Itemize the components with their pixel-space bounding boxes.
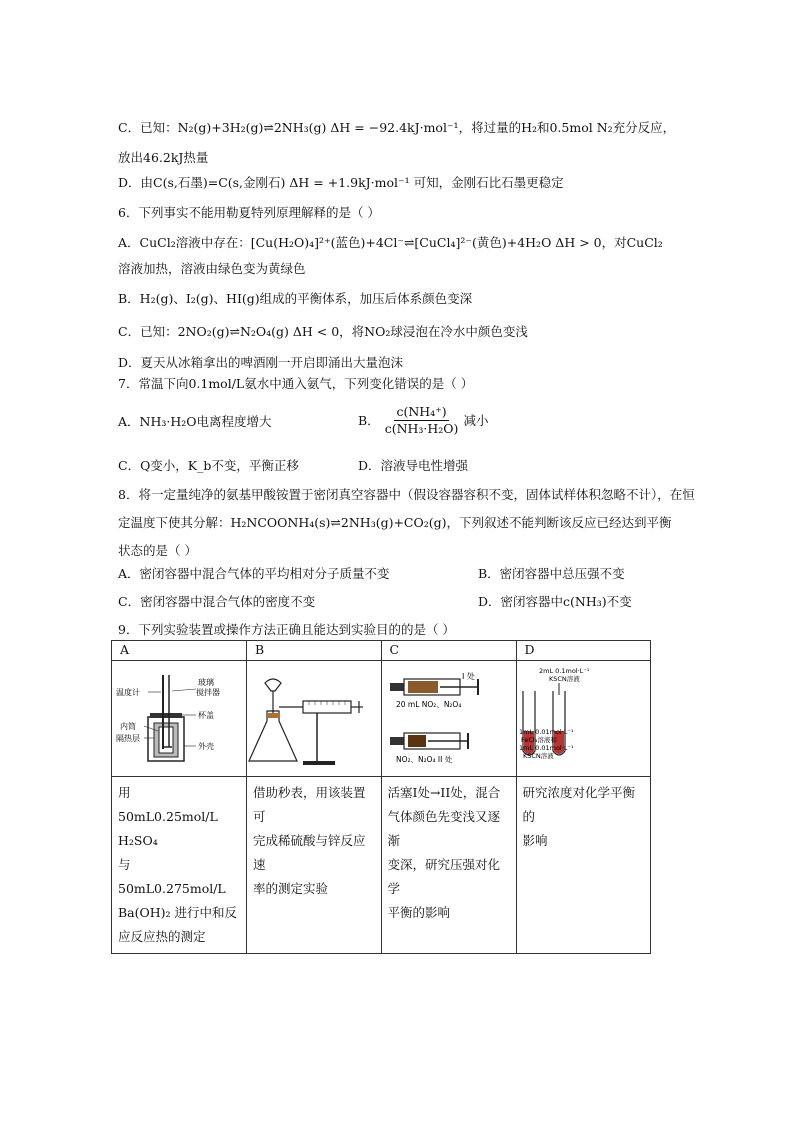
- q9-diagram-b-cell: [247, 661, 382, 777]
- q9-c-line: 气体颜色先变浅又逐渐: [387, 809, 501, 848]
- syringe-tip-1: [390, 683, 404, 691]
- q8-option-b: B．密闭容器中总压强不变: [478, 566, 625, 581]
- q9-description-a: [112, 777, 247, 954]
- leader-line: [172, 689, 196, 691]
- test-tube-diagram: [517, 661, 647, 773]
- q9-header-d: D: [516, 641, 651, 661]
- q9-a-line: 50mL0.25mol/L H₂SO₄: [118, 809, 218, 848]
- q8-option-d: D．密闭容器中c(NH₃)不变: [478, 594, 632, 609]
- q9-a-line: Ba(OH)₂ 进行中和反: [118, 905, 238, 920]
- q9-a-line: 应反应热的测定: [118, 929, 206, 944]
- gas-mixture-1: [408, 681, 438, 693]
- q9-d-line: 影响: [522, 833, 548, 848]
- q9-header-row: [112, 641, 651, 661]
- q9-c-line: 变深，研究压强对化学: [387, 857, 501, 896]
- iron-stand-base: [303, 761, 335, 765]
- q7-stem: 7．常温下向0.1mol/L氨水中通入氨气，下列变化错误的是（ ）: [118, 376, 474, 391]
- q6-option-a-line2: 溶液加热，溶液由绿色变为黄绿色: [118, 261, 306, 276]
- q9-description-b: [247, 777, 382, 954]
- q9-description-d: [516, 777, 651, 954]
- q8-option-a: A．密闭容器中混合气体的平均相对分子质量不变: [118, 566, 390, 581]
- q5-option-c-line2: 放出46.2kJ热量: [118, 150, 209, 165]
- inner-cup: [159, 727, 173, 753]
- q9-c-line: 平衡的影响: [387, 905, 451, 920]
- label-shell: 外壳: [198, 742, 214, 751]
- q9-header-a: A: [112, 641, 247, 661]
- label-glass: 玻璃: [198, 678, 214, 687]
- q8-stem-line3: 状态的是（ ）: [118, 543, 197, 558]
- q9-d-line: 研究浓度对化学平衡的: [522, 785, 636, 824]
- label-kscn2-concentration: 1mL 0.01mol·L⁻¹: [518, 744, 573, 752]
- q5-option-d: D．由C(s,石墨)=C(s,金刚石) ΔH = +1.9kJ·mol⁻¹ 可知，金刚石比石墨更稳定: [118, 175, 564, 190]
- q9-a-line: 与: [118, 857, 131, 872]
- q8-stem-line2: 定温度下使其分解：H₂NCOONH₄(s)⇌2NH₃(g)+CO₂(g)，下列叙述不能判断该反应已经达到平衡: [118, 515, 672, 530]
- q9-diagram-d-cell: [516, 661, 651, 777]
- q7-option-d: D．溶液导电性增强: [358, 458, 469, 473]
- q7-option-b-suffix: 减小: [463, 412, 489, 428]
- q9-header-c: C: [381, 641, 516, 661]
- q8-option-c: C．密闭容器中混合气体的密度不变: [118, 594, 316, 609]
- q8-stem-line1: 8．将一定量纯净的氨基甲酸铵置于密闭真空容器中（假设容器容积不变，固体试样体积忽略不计），在恒: [118, 487, 695, 502]
- syringe-pressure-diagram: [382, 661, 512, 773]
- q9-b-line: 完成稀硫酸与锌反应速: [253, 833, 366, 872]
- reaction-rate-apparatus-diagram: [247, 661, 377, 773]
- label-fecl3-solution: FeCl₃溶液和: [520, 736, 557, 744]
- q6-option-d: D．夏天从冰箱拿出的啤酒刚一开启即涌出大量泡沫: [118, 355, 404, 370]
- q9-a-line: 50mL0.275mol/L: [118, 881, 226, 896]
- label-position-ii: NO₂、N₂O₄ II 处: [395, 755, 452, 764]
- separatory-funnel: [265, 679, 281, 691]
- label-kscn2-solution: KSCN溶液: [522, 752, 554, 760]
- q7-fraction-denominator: c(NH₃·H₂O): [384, 421, 459, 436]
- q9-table: [111, 640, 651, 954]
- label-gas-volume: 20 mL NO₂、N₂O₄: [395, 700, 461, 709]
- label-position-i: I 处: [461, 672, 475, 681]
- q9-c-line: 活塞I处→II处，混合: [387, 785, 501, 800]
- q9-b-line: 率的测定实验: [253, 881, 329, 896]
- gas-mixture-2: [408, 735, 426, 747]
- q6-option-a-line1: A．CuCl₂溶液中存在：[Cu(H₂O)₄]²⁺(蓝色)+4Cl⁻⇌[CuCl₄]²⁻(黄色)+4H₂O ΔH > 0，对CuCl₂: [118, 235, 663, 250]
- conical-flask: [249, 711, 297, 761]
- syringe-tip-2: [390, 737, 404, 745]
- label-lid: 杯盖: [198, 711, 214, 720]
- stopper: [267, 713, 279, 718]
- q6-stem: 6．下列事实不能用勒夏特列原理解释的是（ ）: [118, 205, 380, 220]
- q7-fraction-numerator: c(NH₄⁺): [396, 404, 447, 419]
- q7-option-c: C．Q变小，K_b不变，平衡正移: [118, 458, 299, 473]
- q9-diagram-c-cell: [381, 661, 516, 777]
- q7-option-a: A．NH₃·H₂O电离程度增大: [118, 414, 272, 429]
- q9-diagram-row: [112, 661, 651, 777]
- q9-description-row: [112, 777, 651, 954]
- label-thermometer: 温度计: [116, 688, 140, 697]
- q5-option-c-line1: C．已知：N₂(g)+3H₂(g)⇌2NH₃(g) ΔH = −92.4kJ·mol⁻¹，将过量的H₂和0.5mol N₂充分反应，: [118, 120, 676, 135]
- q7-option-b: [358, 404, 488, 437]
- q9-header-b: B: [247, 641, 382, 661]
- cup-lid: [150, 713, 182, 718]
- q9-description-c: [381, 777, 516, 954]
- q6-option-c: C．已知：2NO₂(g)⇌N₂O₄(g) ΔH < 0，将NO₂球浸泡在冷水中颜色变浅: [118, 324, 528, 339]
- q9-a-line: 用: [118, 785, 131, 800]
- label-insulation: 隔热层: [116, 734, 140, 743]
- label-kscn-solution: KSCN溶液: [548, 675, 580, 683]
- q9-b-line: 借助秒表，用该装置可: [253, 785, 366, 824]
- q9-diagram-a-cell: [112, 661, 247, 777]
- label-stirrer: 搅拌器: [196, 688, 220, 697]
- q9-stem: 9．下列实验装置或操作方法正确且能达到实验目的的是（ ）: [118, 622, 455, 637]
- label-fecl3-concentration: 1mL 0.01mol·L⁻¹: [518, 728, 573, 736]
- label-inner-cup: 内筒: [120, 722, 136, 731]
- q6-option-b: B．H₂(g)、I₂(g)、HI(g)组成的平衡体系，加压后体系颜色变深: [118, 291, 473, 306]
- q7-fraction: [383, 404, 461, 437]
- label-kscn-concentration: 2mL 0.1mol·L⁻¹: [538, 667, 589, 675]
- calorimeter-diagram: [112, 661, 242, 773]
- q7-option-b-prefix: B．: [358, 412, 380, 428]
